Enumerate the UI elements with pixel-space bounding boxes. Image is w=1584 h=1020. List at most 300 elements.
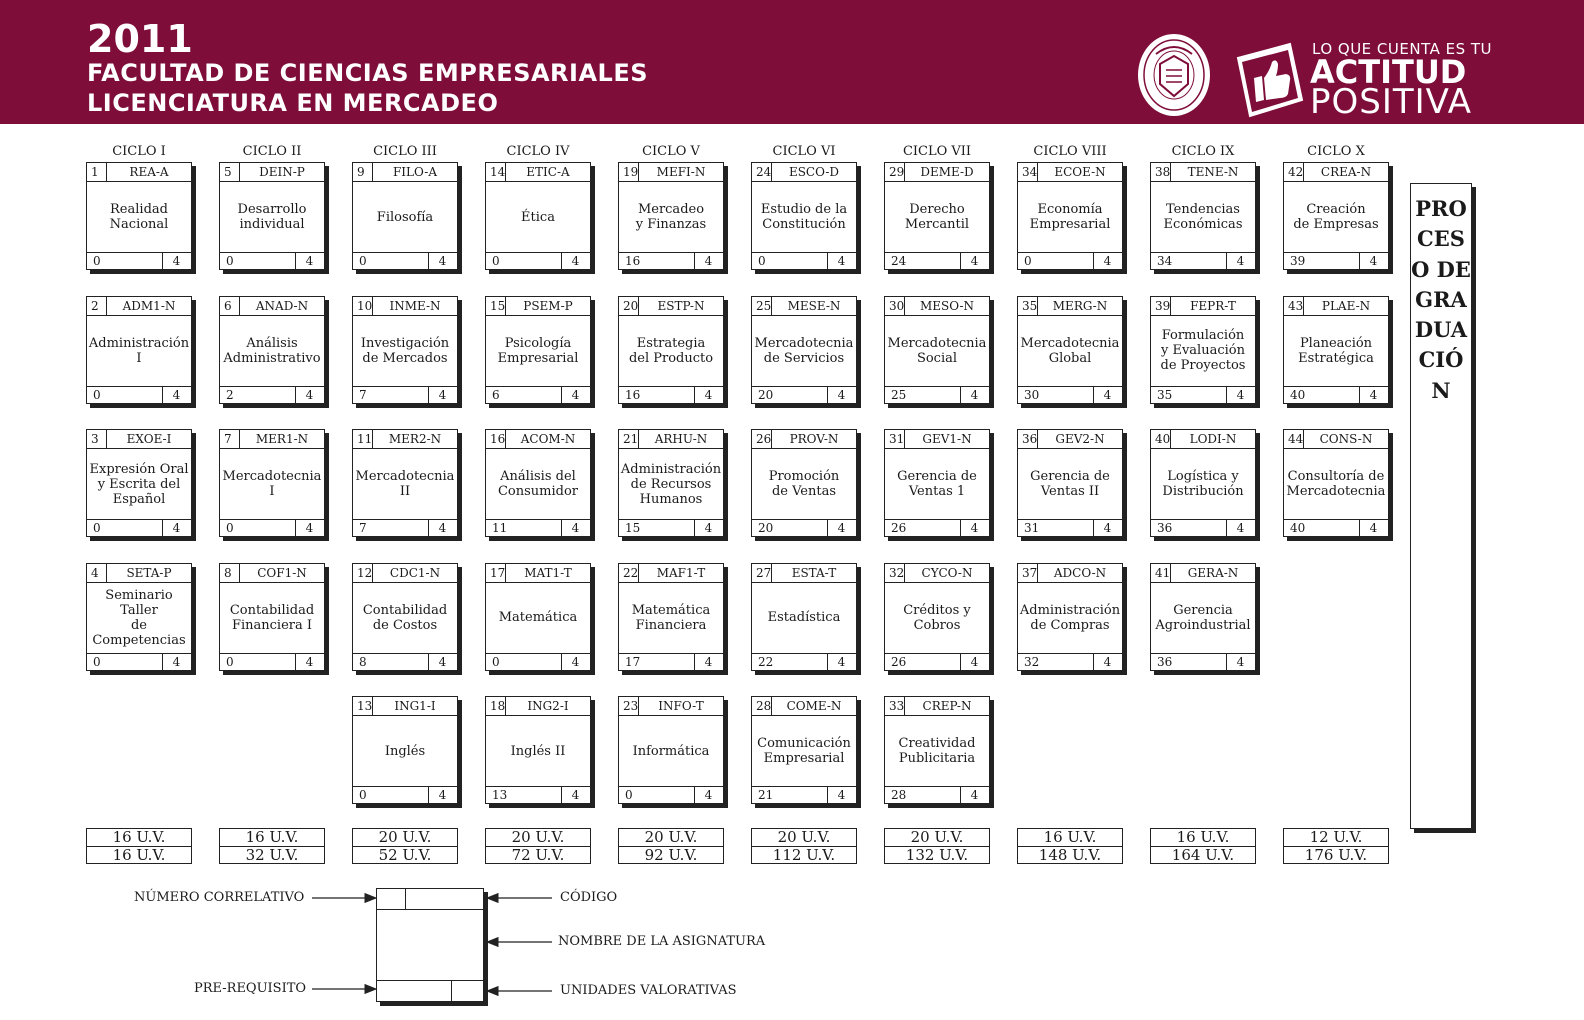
cycle-title: CICLO VIII bbox=[1033, 144, 1107, 159]
course-name: Inglés II bbox=[510, 743, 566, 759]
cycle-column bbox=[485, 140, 593, 880]
course-footer bbox=[885, 653, 989, 670]
course-card bbox=[86, 563, 192, 671]
course-code: CYCO-N bbox=[921, 565, 973, 580]
course-footer bbox=[486, 653, 590, 670]
course-footer bbox=[752, 786, 856, 803]
course-units: 4 bbox=[1369, 521, 1378, 535]
course-header bbox=[220, 430, 324, 449]
course-number: 39 bbox=[1151, 297, 1171, 315]
course-units: 4 bbox=[837, 654, 846, 669]
course-number: 37 bbox=[1018, 564, 1038, 582]
course-number: 38 bbox=[1151, 163, 1171, 181]
cycle-units: 20 U.V. bbox=[752, 829, 856, 847]
course-name: Mercadeo y Finanzas bbox=[635, 202, 707, 232]
course-prerequisite: 0 bbox=[220, 253, 296, 269]
course-code: CREP-N bbox=[922, 699, 972, 713]
cumulative-units: 52 U.V. bbox=[378, 846, 432, 864]
university-seal-icon bbox=[1136, 32, 1212, 118]
cumulative-units: 72 U.V. bbox=[511, 846, 565, 864]
legend-bottom-row bbox=[377, 980, 483, 1001]
course-name: Investigación de Mercados bbox=[360, 335, 450, 366]
course-code: ARHU-N bbox=[654, 432, 708, 446]
course-footer bbox=[752, 653, 856, 670]
course-units: 4 bbox=[571, 387, 580, 402]
course-code: ESTP-N bbox=[657, 298, 705, 313]
slogan-line-3: POSITIVA bbox=[1310, 82, 1473, 122]
course-name: Derecho Mercantil bbox=[904, 202, 970, 232]
cycle-title: CICLO IX bbox=[1171, 144, 1235, 159]
course-header bbox=[752, 564, 856, 583]
course-number: 36 bbox=[1018, 430, 1038, 448]
course-footer bbox=[486, 519, 590, 536]
course-name: Mercadotecnia de Servicios bbox=[754, 335, 854, 366]
course-card bbox=[618, 162, 724, 270]
course-footer bbox=[1284, 519, 1388, 536]
course-footer bbox=[220, 653, 324, 670]
course-prerequisite: 7 bbox=[353, 387, 429, 403]
course-header bbox=[1018, 297, 1122, 316]
course-card bbox=[884, 429, 990, 537]
course-header bbox=[87, 163, 191, 182]
course-header bbox=[220, 297, 324, 316]
course-name: Créditos y Cobros bbox=[903, 602, 971, 633]
cycle-title: CICLO VII bbox=[902, 144, 972, 159]
course-name: Promoción de Ventas bbox=[768, 469, 840, 499]
course-number: 41 bbox=[1151, 564, 1171, 582]
course-header bbox=[619, 430, 723, 449]
course-header bbox=[752, 297, 856, 316]
cycle-units-summary bbox=[884, 828, 990, 864]
course-units: 4 bbox=[305, 521, 314, 535]
cumulative-units: 132 U.V. bbox=[905, 846, 969, 864]
course-code: MAF1-T bbox=[656, 565, 706, 580]
course-footer bbox=[619, 252, 723, 269]
course-name: Economía Empresarial bbox=[1029, 202, 1111, 232]
course-number: 11 bbox=[353, 430, 373, 448]
course-units: 4 bbox=[305, 387, 314, 402]
legend-code-label: CÓDIGO bbox=[560, 890, 618, 905]
course-number: 18 bbox=[486, 697, 506, 715]
course-code: PSEM-P bbox=[523, 298, 573, 313]
course-header bbox=[1284, 297, 1388, 316]
course-number: 15 bbox=[486, 297, 506, 315]
course-name: Tendencias Económicas bbox=[1163, 202, 1243, 232]
course-number: 12 bbox=[353, 564, 373, 582]
course-footer bbox=[353, 386, 457, 403]
course-name: Creatividad Publicitaria bbox=[898, 736, 976, 766]
course-card bbox=[1150, 429, 1256, 537]
cumulative-units: 176 U.V. bbox=[1304, 846, 1368, 864]
course-header bbox=[1018, 430, 1122, 449]
course-card bbox=[751, 296, 857, 404]
cycle-units: 12 U.V. bbox=[1284, 829, 1388, 847]
course-name: Gerencia de Ventas 1 bbox=[897, 469, 977, 499]
course-number: 35 bbox=[1018, 297, 1038, 315]
course-footer bbox=[486, 786, 590, 803]
course-header bbox=[353, 697, 457, 716]
legend-name-label: NOMBRE DE LA ASIGNATURA bbox=[558, 934, 766, 949]
course-units: 4 bbox=[571, 254, 580, 268]
course-prerequisite: 36 bbox=[1151, 654, 1227, 670]
course-prerequisite: 0 bbox=[87, 387, 163, 403]
course-units: 4 bbox=[438, 654, 447, 669]
course-prerequisite: 2 bbox=[220, 387, 296, 403]
course-card bbox=[751, 563, 857, 671]
course-units: 4 bbox=[1236, 254, 1245, 268]
course-card bbox=[618, 696, 724, 804]
cycle-column bbox=[219, 140, 327, 880]
course-card bbox=[1017, 162, 1123, 270]
course-number: 20 bbox=[619, 297, 639, 315]
course-name: Consultoría de Mercadotecnia bbox=[1286, 469, 1386, 499]
program-title: LICENCIATURA EN MERCADEO bbox=[87, 89, 499, 117]
course-code: PLAE-N bbox=[1321, 298, 1371, 313]
course-footer bbox=[619, 653, 723, 670]
course-footer bbox=[1018, 653, 1122, 670]
course-card bbox=[1017, 563, 1123, 671]
course-units: 4 bbox=[704, 254, 713, 268]
course-code: EXOE-I bbox=[126, 432, 172, 446]
course-card bbox=[352, 296, 458, 404]
course-header bbox=[220, 564, 324, 583]
course-prerequisite: 0 bbox=[87, 520, 163, 536]
course-name: Mercadotecnia I bbox=[222, 469, 322, 499]
course-card bbox=[219, 429, 325, 537]
course-code: INME-N bbox=[389, 298, 441, 313]
legend-uv-label: UNIDADES VALORATIVAS bbox=[560, 983, 737, 998]
cumulative-units: 164 U.V. bbox=[1171, 846, 1235, 864]
header-banner bbox=[0, 0, 1584, 124]
course-header bbox=[1284, 163, 1388, 182]
course-card bbox=[485, 429, 591, 537]
course-header bbox=[885, 430, 989, 449]
course-prerequisite: 20 bbox=[752, 387, 828, 403]
course-prerequisite: 0 bbox=[87, 253, 163, 269]
course-card bbox=[1150, 162, 1256, 270]
cycle-units-summary bbox=[86, 828, 192, 864]
course-card bbox=[485, 162, 591, 270]
course-units: 4 bbox=[1369, 387, 1378, 402]
course-units: 4 bbox=[1236, 387, 1245, 402]
course-code: FEPR-T bbox=[1190, 298, 1236, 313]
course-card bbox=[751, 162, 857, 270]
cumulative-units: 112 U.V. bbox=[772, 846, 836, 864]
course-footer bbox=[1151, 653, 1255, 670]
course-code: MESO-N bbox=[919, 298, 975, 313]
legend-prereq-cell bbox=[377, 981, 452, 1001]
course-card bbox=[352, 429, 458, 537]
course-card bbox=[618, 429, 724, 537]
cycle-column bbox=[352, 140, 460, 880]
course-name: Mercadotecnia Global bbox=[1020, 335, 1120, 366]
course-code: REA-A bbox=[129, 165, 169, 179]
course-prerequisite: 0 bbox=[353, 787, 429, 803]
course-units: 4 bbox=[704, 387, 713, 402]
cycle-units-summary bbox=[618, 828, 724, 864]
course-number: 28 bbox=[752, 697, 772, 715]
course-units: 4 bbox=[438, 387, 447, 402]
course-name: Contabilidad Financiera I bbox=[229, 602, 315, 633]
course-prerequisite: 40 bbox=[1284, 387, 1360, 403]
course-code: LODI-N bbox=[1189, 432, 1237, 446]
course-card bbox=[86, 296, 192, 404]
course-footer bbox=[353, 519, 457, 536]
course-number: 14 bbox=[486, 163, 506, 181]
course-prerequisite: 16 bbox=[619, 387, 695, 403]
legend-prereq-label: PRE-REQUISITO bbox=[194, 981, 307, 996]
course-footer bbox=[1151, 386, 1255, 403]
course-prerequisite: 34 bbox=[1151, 253, 1227, 269]
cycle-title: CICLO IV bbox=[506, 144, 570, 159]
cycle-units-summary bbox=[1283, 828, 1389, 864]
course-units: 4 bbox=[704, 654, 713, 669]
course-prerequisite: 0 bbox=[87, 654, 163, 670]
course-units: 4 bbox=[970, 254, 979, 268]
cycle-title: CICLO X bbox=[1307, 144, 1365, 159]
course-code: ING1-I bbox=[394, 699, 436, 713]
course-number: 1 bbox=[87, 163, 107, 181]
course-code: MEFI-N bbox=[656, 165, 706, 179]
course-code: MER1-N bbox=[255, 432, 309, 446]
course-footer bbox=[619, 519, 723, 536]
course-code: GERA-N bbox=[1187, 565, 1239, 580]
course-header bbox=[486, 163, 590, 182]
course-prerequisite: 7 bbox=[353, 520, 429, 536]
course-card bbox=[485, 296, 591, 404]
course-card bbox=[219, 563, 325, 671]
course-units: 4 bbox=[305, 254, 314, 268]
course-footer bbox=[220, 252, 324, 269]
course-footer bbox=[220, 386, 324, 403]
course-prerequisite: 0 bbox=[220, 520, 296, 536]
course-prerequisite: 0 bbox=[353, 253, 429, 269]
course-number: 23 bbox=[619, 697, 639, 715]
graduation-process-label: PROCESO DE GRADUACIÓN bbox=[1411, 196, 1471, 403]
cycle-title: CICLO I bbox=[112, 144, 166, 159]
course-footer bbox=[1284, 386, 1388, 403]
slogan-line-1: LO QUE CUENTA ES TU bbox=[1312, 40, 1493, 58]
cycle-title: CICLO V bbox=[642, 144, 700, 159]
course-name: Creación de Empresas bbox=[1293, 202, 1379, 232]
course-units: 4 bbox=[438, 521, 447, 535]
course-units: 4 bbox=[970, 387, 979, 402]
course-code: TENE-N bbox=[1187, 165, 1239, 179]
course-number: 22 bbox=[619, 564, 639, 582]
course-name: Desarrollo individual bbox=[237, 202, 307, 232]
course-card bbox=[86, 162, 192, 270]
course-name: Administración I bbox=[88, 335, 190, 366]
course-units: 4 bbox=[704, 521, 713, 535]
course-units: 4 bbox=[172, 654, 181, 669]
course-number: 16 bbox=[486, 430, 506, 448]
course-prerequisite: 0 bbox=[486, 253, 562, 269]
course-name: Estrategia del Producto bbox=[628, 335, 714, 366]
course-name: Administración de Recursos Humanos bbox=[620, 461, 722, 507]
course-number: 2 bbox=[87, 297, 107, 315]
course-number: 40 bbox=[1151, 430, 1171, 448]
course-footer bbox=[1018, 386, 1122, 403]
course-prerequisite: 8 bbox=[353, 654, 429, 670]
course-header bbox=[752, 697, 856, 716]
course-card bbox=[884, 296, 990, 404]
cycle-units-summary bbox=[219, 828, 325, 864]
course-prerequisite: 0 bbox=[486, 654, 562, 670]
course-footer bbox=[619, 386, 723, 403]
course-units: 4 bbox=[970, 788, 979, 802]
course-header bbox=[1151, 564, 1255, 583]
course-header bbox=[1284, 430, 1388, 449]
course-name: Realidad Nacional bbox=[109, 202, 169, 232]
course-name: Estadística bbox=[767, 610, 841, 625]
cumulative-units: 148 U.V. bbox=[1038, 846, 1102, 864]
course-footer bbox=[1018, 252, 1122, 269]
course-prerequisite: 36 bbox=[1151, 520, 1227, 536]
course-header bbox=[1151, 163, 1255, 182]
course-code: ACOM-N bbox=[520, 432, 576, 446]
course-card bbox=[219, 296, 325, 404]
thumbs-up-icon bbox=[1228, 38, 1308, 122]
course-name: Filosofía bbox=[376, 209, 434, 225]
course-name: Gerencia Agroindustrial bbox=[1155, 602, 1251, 633]
course-code: ADM1-N bbox=[122, 298, 176, 313]
course-units: 4 bbox=[837, 788, 846, 802]
course-footer bbox=[885, 386, 989, 403]
faculty-title: FACULTAD DE CIENCIAS EMPRESARIALES bbox=[87, 59, 649, 87]
course-code: GEV1-N bbox=[922, 432, 972, 446]
course-units: 4 bbox=[1236, 521, 1245, 535]
course-name: Planeación Estratégica bbox=[1298, 335, 1374, 366]
course-number: 24 bbox=[752, 163, 772, 181]
course-card bbox=[751, 696, 857, 804]
cycle-units: 20 U.V. bbox=[486, 829, 590, 847]
course-units: 4 bbox=[970, 654, 979, 669]
course-number: 10 bbox=[353, 297, 373, 315]
course-number: 3 bbox=[87, 430, 107, 448]
course-units: 4 bbox=[837, 254, 846, 268]
course-units: 4 bbox=[1236, 654, 1245, 669]
course-code: COF1-N bbox=[257, 565, 307, 580]
course-code: CONS-N bbox=[1319, 432, 1373, 446]
course-code: SETA-P bbox=[126, 565, 172, 580]
course-prerequisite: 20 bbox=[752, 520, 828, 536]
course-header bbox=[486, 430, 590, 449]
course-footer bbox=[1151, 519, 1255, 536]
course-name: Formulación y Evaluación de Proyectos bbox=[1160, 328, 1246, 373]
cycle-column bbox=[1017, 140, 1125, 880]
course-units: 4 bbox=[1103, 654, 1112, 669]
course-header bbox=[353, 297, 457, 316]
course-card bbox=[1283, 296, 1389, 404]
course-footer bbox=[353, 252, 457, 269]
course-name: Ética bbox=[521, 209, 555, 225]
cycle-units: 16 U.V. bbox=[1151, 829, 1255, 847]
course-prerequisite: 6 bbox=[486, 387, 562, 403]
course-prerequisite: 16 bbox=[619, 253, 695, 269]
course-prerequisite: 25 bbox=[885, 387, 961, 403]
course-card bbox=[485, 563, 591, 671]
course-code: ADCO-N bbox=[1053, 565, 1107, 580]
course-header bbox=[87, 430, 191, 449]
course-units: 4 bbox=[704, 788, 713, 802]
course-header bbox=[752, 430, 856, 449]
course-footer bbox=[885, 252, 989, 269]
course-header bbox=[220, 163, 324, 182]
cycle-units: 20 U.V. bbox=[885, 829, 989, 847]
course-number: 8 bbox=[220, 564, 240, 582]
course-card bbox=[86, 429, 192, 537]
course-prerequisite: 11 bbox=[486, 520, 562, 536]
course-number: 43 bbox=[1284, 297, 1304, 315]
course-footer bbox=[1284, 252, 1388, 269]
course-header bbox=[619, 297, 723, 316]
course-number: 32 bbox=[885, 564, 905, 582]
course-number: 30 bbox=[885, 297, 905, 315]
course-name: Estudio de la Constitución bbox=[760, 202, 848, 232]
course-prerequisite: 26 bbox=[885, 654, 961, 670]
course-number: 44 bbox=[1284, 430, 1304, 448]
course-header bbox=[486, 297, 590, 316]
course-header bbox=[619, 697, 723, 716]
course-number: 7 bbox=[220, 430, 240, 448]
course-code: GEV2-N bbox=[1055, 432, 1105, 446]
course-number: 6 bbox=[220, 297, 240, 315]
year-title: 2011 bbox=[87, 17, 193, 61]
course-header bbox=[885, 163, 989, 182]
course-card bbox=[618, 296, 724, 404]
course-code: ING2-I bbox=[527, 699, 569, 713]
course-footer bbox=[885, 519, 989, 536]
course-footer bbox=[87, 386, 191, 403]
cycle-units: 16 U.V. bbox=[220, 829, 324, 847]
course-code: CDC1-N bbox=[389, 565, 441, 580]
curriculum-grid bbox=[86, 140, 1396, 880]
course-number: 5 bbox=[220, 163, 240, 181]
course-code: MESE-N bbox=[787, 298, 841, 313]
course-prerequisite: 26 bbox=[885, 520, 961, 536]
course-number: 42 bbox=[1284, 163, 1304, 181]
course-card bbox=[1150, 296, 1256, 404]
course-code: CREA-N bbox=[1320, 165, 1372, 179]
course-number: 27 bbox=[752, 564, 772, 582]
course-prerequisite: 0 bbox=[752, 253, 828, 269]
course-code: INFO-T bbox=[658, 699, 704, 713]
course-units: 4 bbox=[571, 521, 580, 535]
legend-sample-box bbox=[376, 888, 484, 1002]
legend-number-label: NÚMERO CORRELATIVO bbox=[134, 890, 305, 905]
course-units: 4 bbox=[172, 521, 181, 535]
course-prerequisite: 32 bbox=[1018, 654, 1094, 670]
course-card bbox=[884, 696, 990, 804]
cycle-units: 16 U.V. bbox=[1018, 829, 1122, 847]
course-footer bbox=[353, 786, 457, 803]
course-card bbox=[1283, 162, 1389, 270]
course-prerequisite: 0 bbox=[220, 654, 296, 670]
cumulative-units: 92 U.V. bbox=[644, 846, 698, 864]
course-footer bbox=[619, 786, 723, 803]
course-card bbox=[485, 696, 591, 804]
cycle-column bbox=[1283, 140, 1391, 880]
course-name: Expresión Oral y Escrita del Español bbox=[89, 461, 189, 507]
course-card bbox=[219, 162, 325, 270]
cycle-column bbox=[1150, 140, 1258, 880]
course-units: 4 bbox=[305, 654, 314, 669]
course-prerequisite: 35 bbox=[1151, 387, 1227, 403]
course-code: PROV-N bbox=[789, 432, 839, 446]
course-units: 4 bbox=[1103, 521, 1112, 535]
course-prerequisite: 31 bbox=[1018, 520, 1094, 536]
course-card bbox=[1017, 429, 1123, 537]
